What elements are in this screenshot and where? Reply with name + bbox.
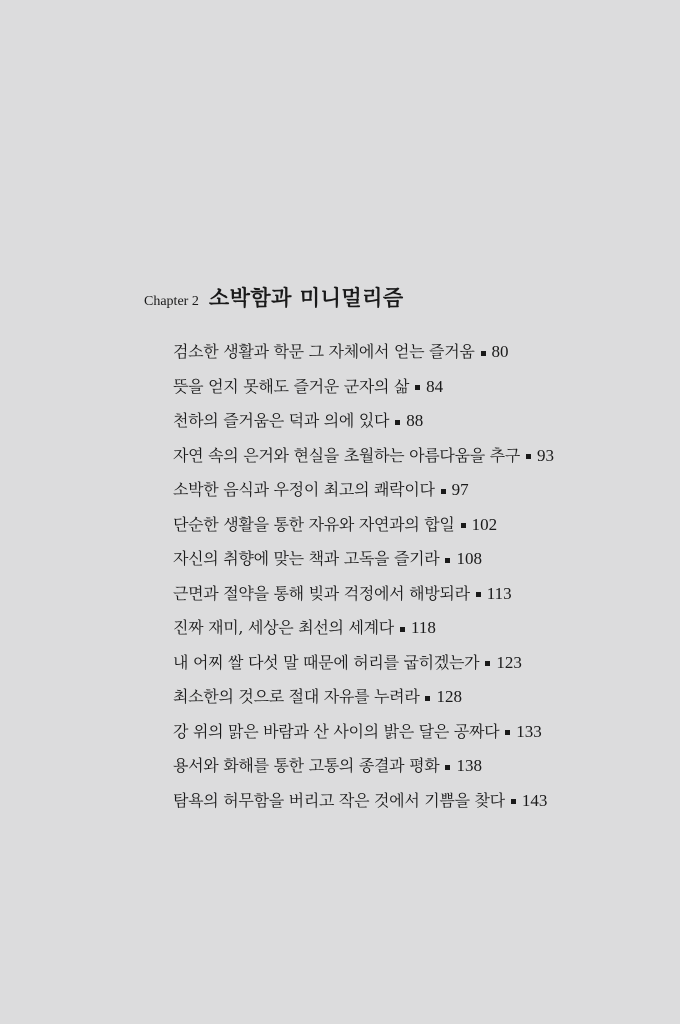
toc-entry-title: 내 어찌 쌀 다섯 말 때문에 허리를 굽히겠는가 [173, 652, 480, 672]
toc-entry-page: 88 [406, 411, 424, 430]
bullet-icon [461, 523, 466, 528]
bullet-icon [445, 558, 450, 563]
toc-entry-title: 자연 속의 은거와 현실을 초월하는 아름다움을 추구 [173, 445, 520, 465]
toc-entry-page: 108 [456, 549, 482, 568]
toc-entry [173, 577, 554, 612]
toc-entry [173, 335, 554, 370]
bullet-icon [441, 489, 446, 494]
toc-entry-title: 근면과 절약을 통해 빚과 걱정에서 해방되라 [173, 583, 470, 603]
toc-entry-page: 84 [426, 376, 444, 396]
chapter-header [144, 282, 404, 312]
toc-entry-title: 용서와 화해를 통한 고통의 종결과 평화 [173, 756, 440, 775]
bullet-icon [445, 765, 450, 770]
toc-entry [173, 473, 554, 508]
toc-entry [173, 611, 554, 646]
bullet-icon [400, 627, 405, 632]
toc-entry [173, 439, 554, 474]
toc-entry-title: 최소한의 것으로 절대 자유를 누려라 [173, 687, 420, 706]
toc-entry-title: 뜻을 얻지 못해도 즐거운 군자의 삶 [173, 376, 410, 396]
toc-entry-page: 138 [456, 756, 482, 775]
bullet-icon [415, 385, 420, 390]
bullet-icon [485, 661, 490, 666]
toc-entry-page: 133 [516, 721, 542, 741]
toc-entry-page: 128 [436, 687, 462, 706]
toc-entry-title: 단순한 생활을 통한 자유와 자연과의 합일 [173, 514, 455, 534]
bullet-icon [476, 592, 481, 597]
toc-entry-page: 93 [537, 445, 554, 465]
bullet-icon [481, 351, 486, 356]
toc-entry [173, 749, 554, 784]
table-of-contents [173, 335, 554, 818]
toc-entry-title: 검소한 생활과 학문 그 자체에서 얻는 즐거움 [173, 342, 475, 361]
toc-entry [173, 542, 554, 577]
toc-entry [173, 680, 554, 715]
toc-entry [173, 784, 554, 819]
toc-entry-title: 자신의 취향에 맞는 책과 고독을 즐기라 [173, 549, 440, 568]
bullet-icon [505, 730, 510, 735]
bullet-icon [425, 696, 430, 701]
bullet-icon [395, 420, 400, 425]
chapter-label: Chapter 2 [144, 294, 199, 309]
toc-entry [173, 715, 554, 750]
toc-entry-page: 143 [521, 790, 548, 810]
toc-entry-title: 천하의 즐거움은 덕과 의에 있다 [173, 411, 390, 430]
toc-entry [173, 646, 554, 681]
chapter-title: 소박함과 미니멀리즘 [208, 286, 404, 310]
toc-entry [173, 508, 554, 543]
toc-entry-page: 97 [451, 480, 469, 499]
toc-entry-page: 80 [491, 342, 509, 361]
toc-entry-title: 탐욕의 허무함을 버리고 작은 것에서 기쁨을 찾다 [173, 790, 505, 810]
toc-entry [173, 404, 554, 439]
bullet-icon [511, 799, 516, 804]
bullet-icon [526, 454, 531, 459]
toc-entry-title: 진짜 재미, 세상은 최선의 세계다 [173, 618, 394, 637]
toc-entry-title: 소박한 음식과 우정이 최고의 쾌락이다 [173, 480, 435, 499]
toc-entry-page: 123 [496, 652, 522, 672]
toc-entry-title: 강 위의 맑은 바람과 산 사이의 밝은 달은 공짜다 [173, 721, 500, 741]
toc-entry-page: 113 [486, 583, 512, 603]
toc-entry-page: 102 [471, 514, 498, 534]
toc-entry [173, 370, 554, 405]
toc-entry-page: 118 [410, 618, 436, 637]
